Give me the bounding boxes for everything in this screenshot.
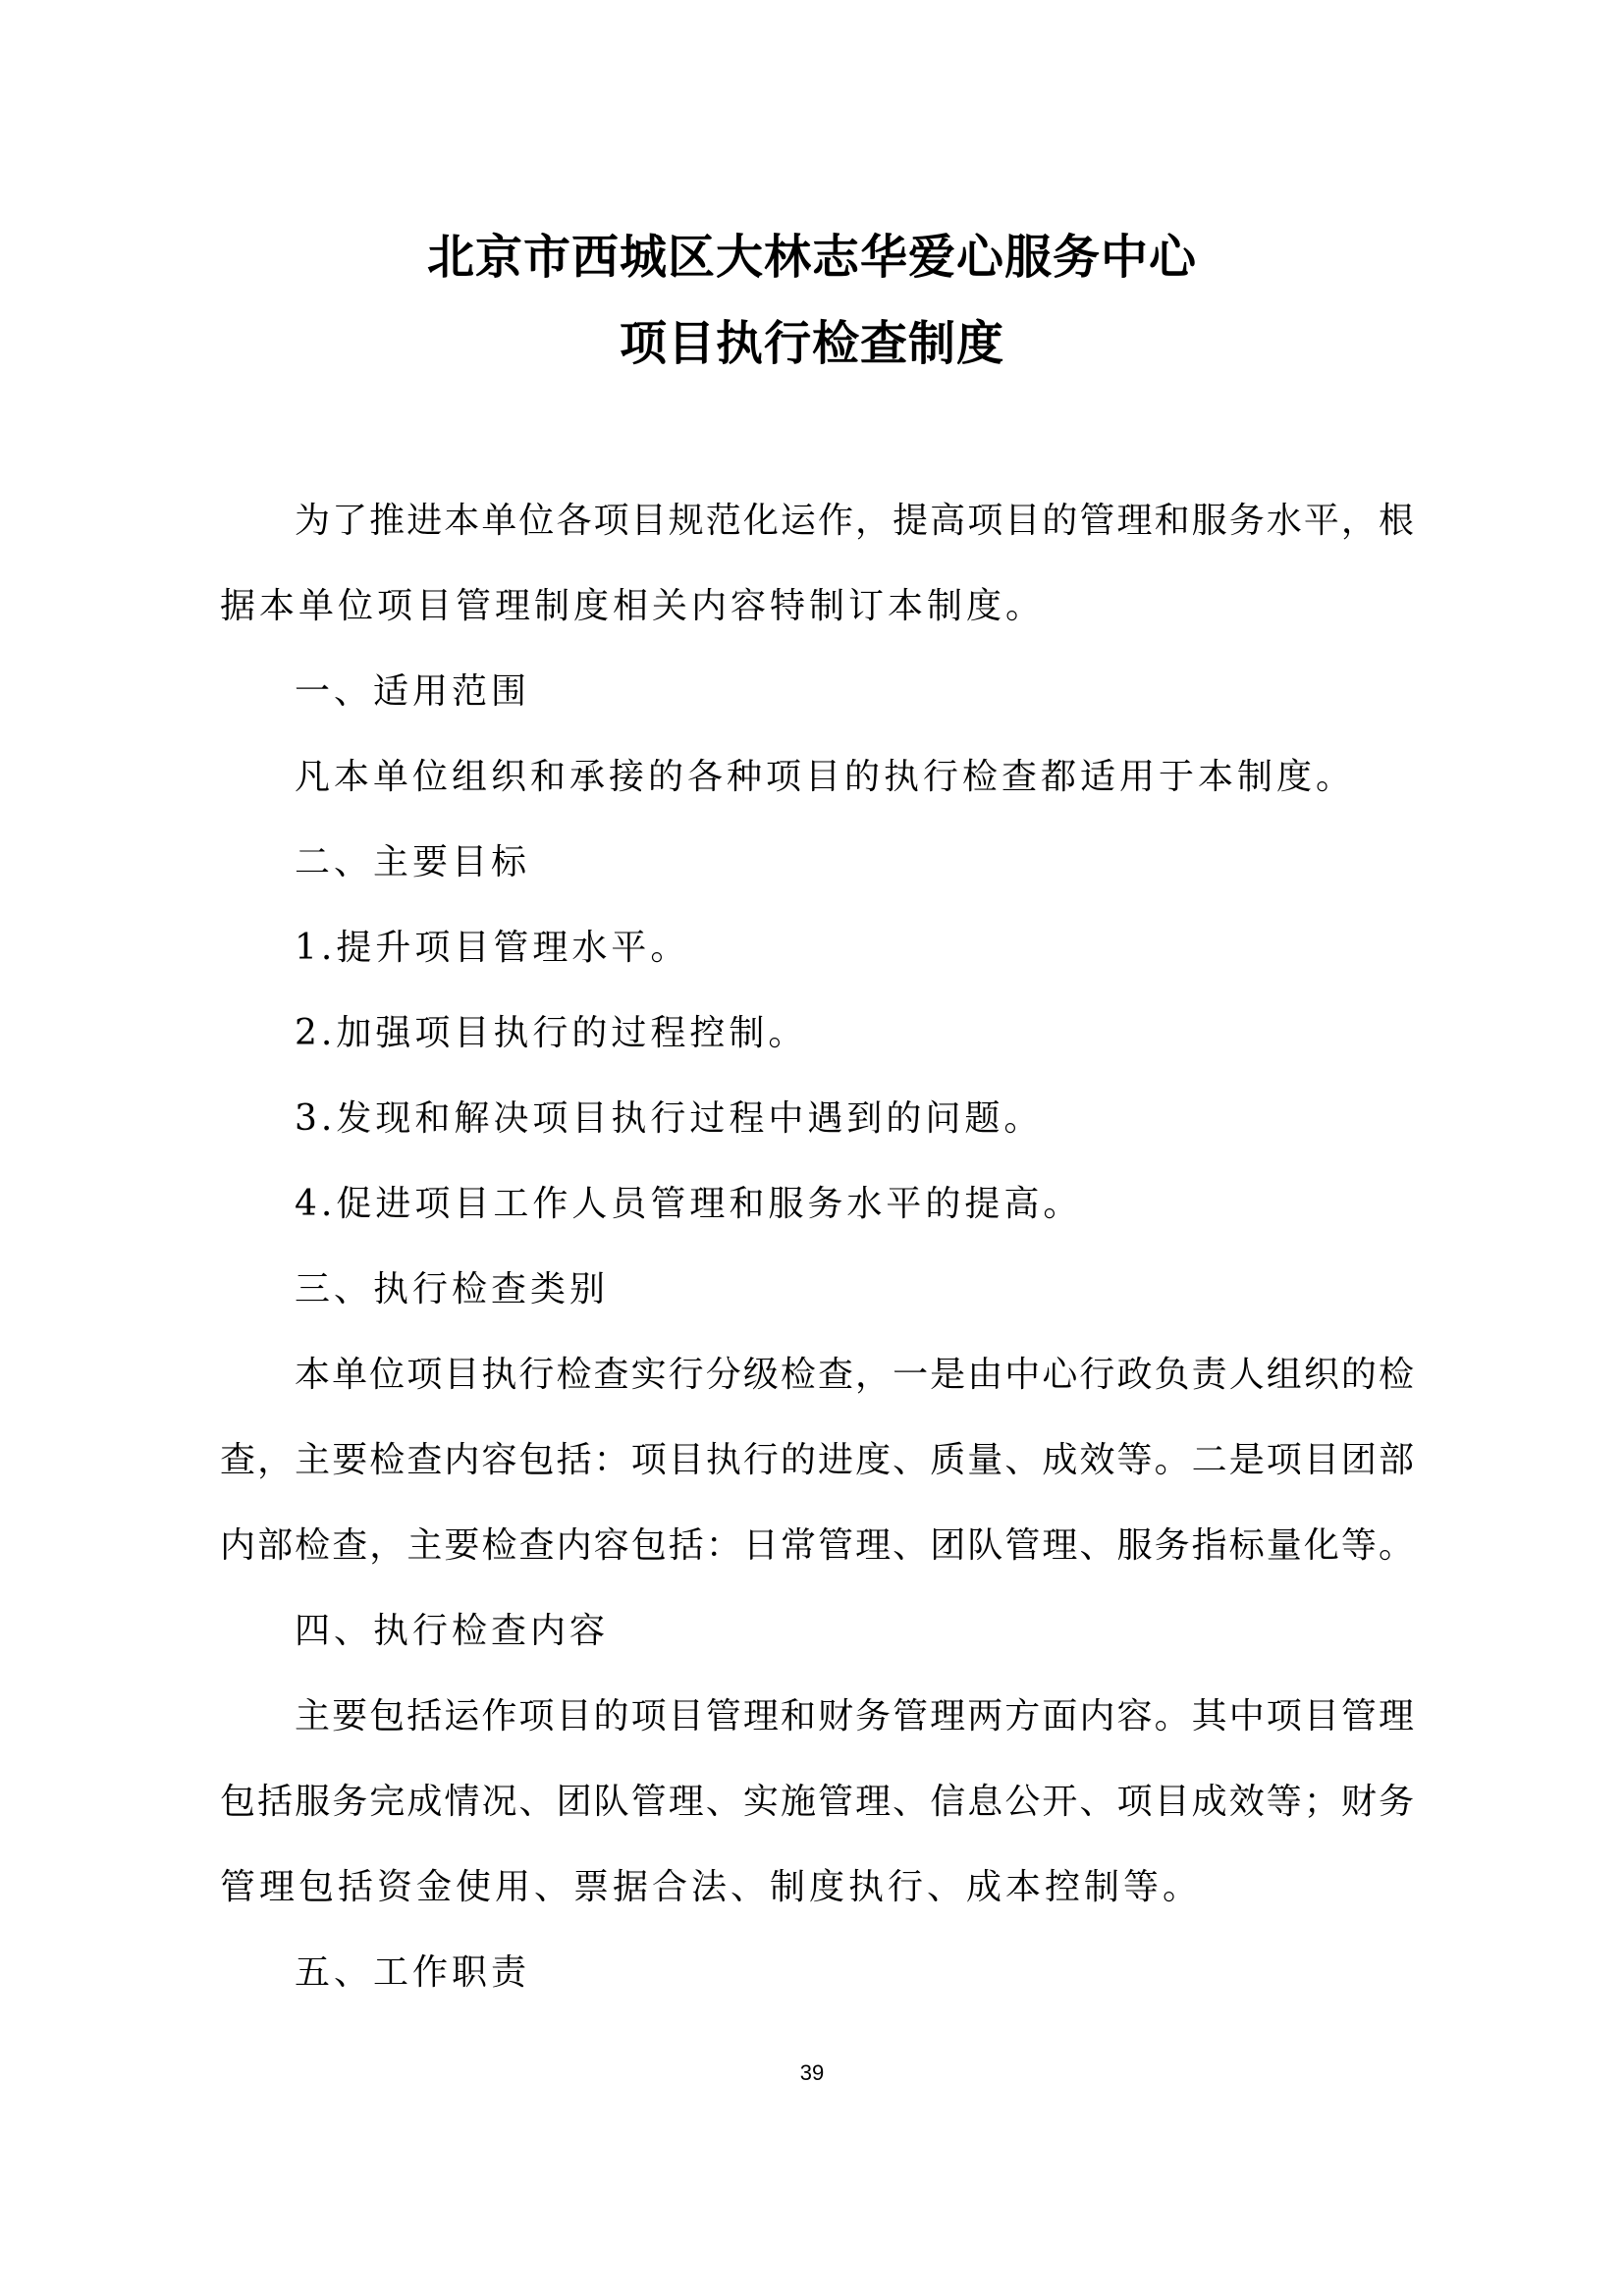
goal-item-3: 3.发现和解决项目执行过程中遇到的问题。 (295, 1098, 1044, 1139)
goal-item-1: 1.提升项目管理水平。 (295, 928, 690, 968)
section-heading-goals: 二、主要目标 (295, 842, 531, 882)
document-title-line-2: 项目执行检查制度 (619, 316, 1004, 371)
section-heading-scope: 一、适用范围 (295, 671, 531, 712)
paragraph-intro-line-1: 为了推进本单位各项目规范化运作，提高项目的管理和服务水平，根 (295, 501, 1414, 541)
section-heading-content: 四、执行检查内容 (295, 1611, 610, 1651)
document-title-line-1: 北京市西城区大林志华爱心服务中心 (426, 230, 1197, 285)
paragraph-content-line-1: 主要包括运作项目的项目管理和财务管理两方面内容。其中项目管理 (295, 1696, 1414, 1736)
paragraph-categories-line-2: 查，主要检查内容包括：项目执行的进度、质量、成效等。二是项目团部 (220, 1440, 1414, 1480)
paragraph-content-line-2: 包括服务完成情况、团队管理、实施管理、信息公开、项目成效等；财务 (220, 1782, 1414, 1822)
section-heading-categories: 三、执行检查类别 (295, 1269, 610, 1309)
paragraph-content-line-3: 管理包括资金使用、票据合法、制度执行、成本控制等。 (220, 1867, 1203, 1907)
page-number: 39 (799, 2060, 825, 2085)
goal-item-4: 4.促进项目工作人员管理和服务水平的提高。 (295, 1184, 1083, 1224)
section-heading-duties: 五、工作职责 (295, 1952, 531, 1993)
goal-item-2: 2.加强项目执行的过程控制。 (295, 1013, 808, 1053)
paragraph-intro-line-2: 据本单位项目管理制度相关内容特制订本制度。 (220, 586, 1046, 626)
paragraph-categories-line-1: 本单位项目执行检查实行分级检查，一是由中心行政负责人组织的检 (295, 1355, 1414, 1395)
paragraph-categories-line-3: 内部检查，主要检查内容包括：日常管理、团队管理、服务指标量化等。 (220, 1525, 1414, 1566)
paragraph-scope: 凡本单位组织和承接的各种项目的执行检查都适用于本制度。 (295, 757, 1356, 797)
